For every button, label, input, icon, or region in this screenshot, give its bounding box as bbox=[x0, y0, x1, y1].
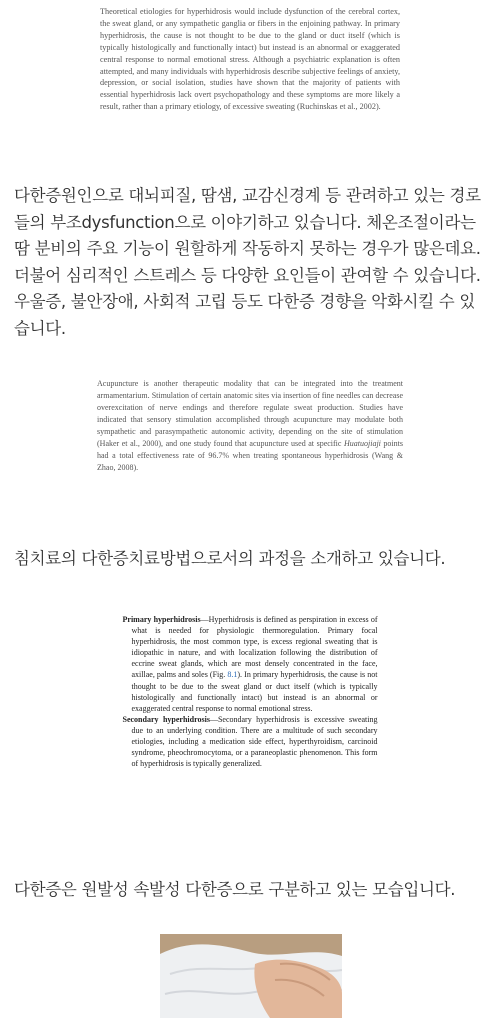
excerpt-acupuncture-text bbox=[97, 378, 403, 474]
secondary-hyperhidrosis-text: —Secondary hyperhidrosis is excessive sweating due to an underlying condition. There are a multitude of such secondary etiologies, including a medication side effect, hyperthyroidism, carcinoid syndrome, pheochromocytoma, or a paraneoplastic phenomenon. This form of hyperhidrosis is typically generalized. bbox=[131, 714, 378, 769]
excerpt-classification-text bbox=[123, 614, 378, 769]
excerpt-acupuncture bbox=[0, 378, 500, 474]
secondary-hyperhidrosis-definition bbox=[123, 714, 378, 769]
primary-hyperhidrosis-text-end: ). In primary hyperhidrosis, the cause is not thought to be due to the sweat gland or duct itself (which is typically histologically and functionally intact) but instead is an abnormal or exaggerated central response to normal emotional stress. bbox=[131, 670, 378, 713]
excerpt-classification bbox=[0, 614, 500, 769]
excerpt-acupuncture-italic-term: Huatuojiaji bbox=[344, 439, 381, 448]
excerpt-etiology bbox=[0, 6, 500, 113]
primary-hyperhidrosis-definition bbox=[123, 614, 378, 714]
paragraph-acupuncture-summary: 침치료의 다한증치료방법으로서의 과정을 소개하고 있습니다. bbox=[14, 549, 446, 568]
primary-hyperhidrosis-term: Primary hyperhidrosis bbox=[122, 615, 201, 624]
hand-with-tissue-image bbox=[160, 934, 342, 1018]
sweaty-hand-photo bbox=[160, 934, 342, 1018]
figure-reference-link[interactable]: 8.1 bbox=[227, 670, 238, 680]
primary-hyperhidrosis-text: —Hyperhidrosis is defined as perspiration in excess of what is needed for physiologic thermoregulation. Primary focal hyperhidrosis, the most common type, is excess regional sweating that is idiopathic in nature, and with localization following the distribution of eccrine sweat glands, which are most densely concentrated in the face, axillae, palms and soles (Fig. bbox=[131, 615, 378, 680]
paragraph-classification-summary: 다한증은 원발성 속발성 다한증으로 구분하고 있는 모습입니다. bbox=[14, 880, 456, 899]
secondary-hyperhidrosis-term: Secondary hyperhidrosis bbox=[122, 714, 210, 724]
paragraph-etiology-summary: 다한증원인으로 대뇌피질, 땀샘, 교감신경계 등 관려하고 있는 경로들의 부조dysfunction으로 이야기하고 있습니다. 체온조절이라는 땀 분비의 주요 기능이 원할하게 작동하지 못하는 경우가 많은데요. 더불어 심리적인 스트레스 등 다양한 요인들이 관여할 수 있습니다. 우울증, 불안장애, 사회적 고립 등도 다한증 경향을 악화시킬 수 있습니다. bbox=[14, 186, 481, 338]
excerpt-acupuncture-text-before: Acupuncture is another therapeutic modality that can be integrated into the treatment armamentarium. Stimulation of certain anatomic sites via insertion of fine needles can decrease overexcitation of nerve endings and therefore regulate sweat production. Studies have indicated that sensory stimulation accomplished through acupuncture may modulate both sympathetic and parasympathetic autonomic activity, depending on the site of stimulation (Haker et al., 2000), and one study found that acupuncture used at specific bbox=[97, 379, 403, 448]
excerpt-acupuncture-text-after: points had a total effectiveness rate of 96.7% when treating spontaneous hyperhidrosis (Wang & Zhao, 2008). bbox=[97, 439, 403, 472]
excerpt-etiology-text: Theoretical etiologies for hyperhidrosis would include dysfunction of the cerebral cortex, the sweat gland, or any sympathetic ganglia or fibers in the enjoining pathway. In primary hyperhidrosis, the cause is not thought to be due to the gland or duct itself (which is typically histologically and functionally intact) but instead is an abnormal or exaggerated central response to normal emotional stress. Although a psychiatric explanation is often attempted, and many individuals with hyperhidrosis describe subjective feelings of anxiety, depression, or social isolation, studies have shown that the majority of patients with essential hyperhidrosis lack overt psychopathology and these symptoms are more likely a result, rather than a primary etiology, of excessive sweating (Ruchinskas et al., 2002). bbox=[100, 7, 400, 112]
